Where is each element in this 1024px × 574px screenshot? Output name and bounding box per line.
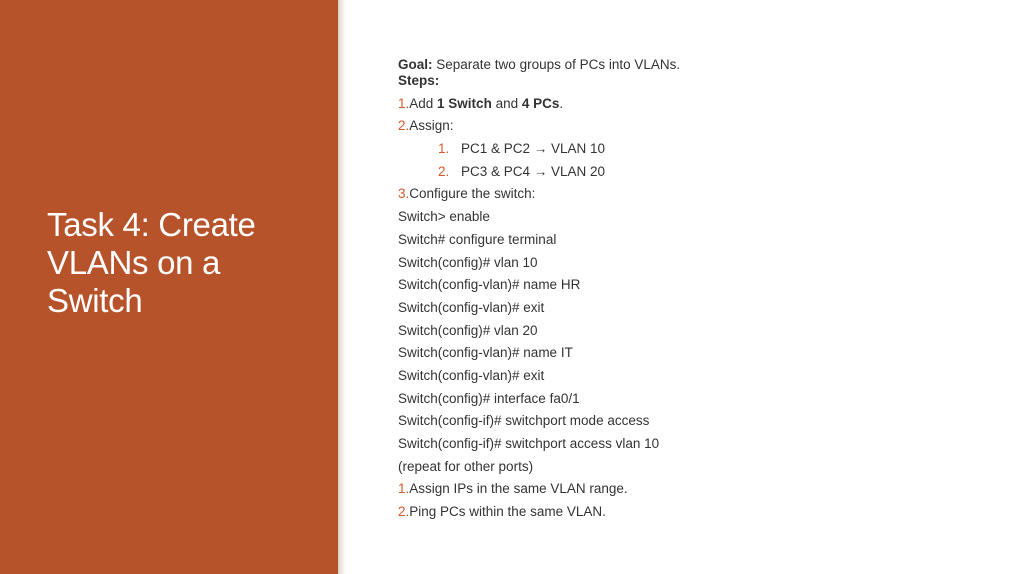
sub-step-item xyxy=(398,163,998,186)
title-line: Switch xyxy=(47,282,143,319)
step-number: 2. xyxy=(398,504,410,520)
step-text: . xyxy=(559,95,564,111)
step-item xyxy=(398,503,998,526)
step-item xyxy=(398,117,998,140)
step-text: Ping PCs within the same VLAN. xyxy=(409,504,606,520)
step-number: 1. xyxy=(398,95,410,111)
sub-step-number: 1. xyxy=(438,141,450,157)
step-item xyxy=(398,185,998,208)
command-line: Switch# configure terminal xyxy=(398,231,557,247)
goal-line xyxy=(398,56,998,72)
command-line: Switch(config-if)# switchport access vlan 10 xyxy=(398,436,660,451)
command-line: Switch> enable xyxy=(398,209,490,225)
step-text: and xyxy=(491,95,522,111)
sub-step-item xyxy=(398,140,998,163)
step-text: Assign: xyxy=(409,118,454,134)
step-item xyxy=(398,95,998,118)
command-line: Switch(config)# vlan 10 xyxy=(398,254,538,270)
title-line: VLANs on a xyxy=(47,244,221,281)
command-line: Switch(config-vlan)# name IT xyxy=(398,345,573,361)
step-text: Assign IPs in the same VLAN range. xyxy=(409,481,628,497)
sub-step-text: PC1 & PC2 → VLAN 10 xyxy=(461,141,606,157)
step-bold-text: 1 Switch xyxy=(437,95,492,111)
step-number: 2. xyxy=(398,118,410,134)
step-text: Add xyxy=(409,95,438,111)
command-line: Switch(config-vlan)# exit xyxy=(398,299,545,315)
step-item xyxy=(398,480,998,503)
steps-heading xyxy=(398,72,998,95)
step-number: 3. xyxy=(398,186,410,202)
sub-step-text: PC3 & PC4 → VLAN 20 xyxy=(461,163,606,179)
steps-label: Steps: xyxy=(398,73,440,88)
sub-step-number: 2. xyxy=(438,163,450,179)
step-bold-text: 4 PCs xyxy=(521,95,560,111)
goal-label: Goal: xyxy=(398,57,433,72)
command-line: Switch(config)# interface fa0/1 xyxy=(398,390,580,406)
slide-title xyxy=(47,206,317,320)
panel-divider xyxy=(338,0,346,574)
command-line: Switch(config)# vlan 20 xyxy=(398,322,538,338)
slide-body xyxy=(398,56,998,526)
step-number: 1. xyxy=(398,481,410,497)
command-line: (repeat for other ports) xyxy=(398,458,534,474)
step-text: Configure the switch: xyxy=(409,186,536,202)
command-line: Switch(config-vlan)# name HR xyxy=(398,277,581,293)
goal-text: Separate two groups of PCs into VLANs. xyxy=(432,57,681,72)
command-line: Switch(config-if)# switchport mode access xyxy=(398,413,650,429)
command-line: Switch(config-vlan)# exit xyxy=(398,367,545,383)
title-line: Task 4: Create xyxy=(47,206,256,243)
